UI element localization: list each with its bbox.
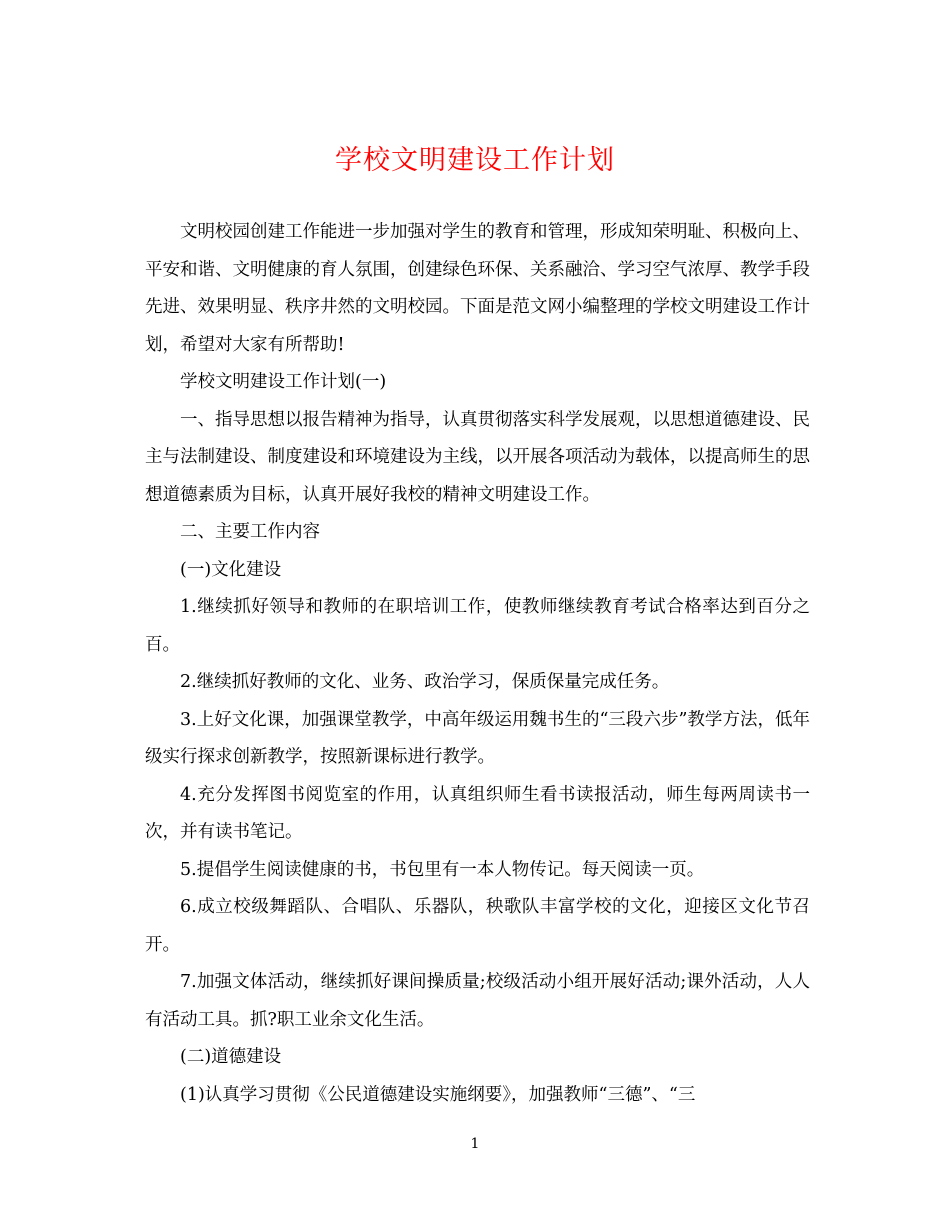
paragraph-intro: 文明校园创建工作能进一步加强对学生的教育和管理，形成知荣明耻、积极向上、平安和谐、文明健康的育人氛围，创建绿色环保、关系融洽、学习空气浓厚、教学手段先进、效果明显、秩序井然的文明校园。下面是范文网小编整理的学校文明建设工作计划，希望对大家有所帮助! — [145, 222, 810, 355]
paragraph-main-content-heading: 二、主要工作内容 — [180, 522, 320, 542]
paragraph-culture-heading: (一)文化建设 — [180, 559, 282, 580]
paragraph-plan-heading: 学校文明建设工作计划(一) — [180, 372, 387, 392]
paragraph-item-5: 5.提倡学生阅读健康的书，书包里有一本人物传记。每天阅读一页。 — [180, 859, 705, 880]
paragraph-morality-item-1: (1)认真学习贯彻《公民道德建设实施纲要》，加强教师“三德”、“三 — [180, 1084, 696, 1105]
paragraph-item-1: 1.继续抓好领导和教师的在职培训工作，使教师继续教育考试合格率达到百分之百。 — [145, 597, 810, 655]
paragraph-item-6: 6.成立校级舞蹈队、合唱队、乐器队，秧歌队丰富学校的文化，迎接区文化节召开。 — [145, 897, 810, 955]
paragraph-item-2: 2.继续抓好教师的文化、业务、政治学习，保质保量完成任务。 — [180, 672, 670, 692]
page-number: 1 — [470, 1136, 480, 1152]
document-title: 学校文明建设工作计划 — [335, 145, 615, 176]
paragraph-item-4: 4.充分发挥图书阅览室的作用，认真组织师生看书读报活动，师生每两周读书一次，并有读书笔记。 — [145, 784, 810, 842]
paragraph-guiding-thought: 一、指导思想以报告精神为指导，认真贯彻落实科学发展观，以思想道德建设、民主与法制建设、制度建设和环境建设为主线，以开展各项活动为载体，以提高师生的思想道德素质为目标，认真开展好我校的精神文明建设工作。 — [145, 409, 810, 505]
paragraph-item-7: 7.加强文体活动，继续抓好课间操质量;校级活动小组开展好活动;课外活动，人人有活动工具。抓?职工业余文化生活。 — [145, 972, 810, 1030]
paragraph-item-3: 3.上好文化课，加强课堂教学，中高年级运用魏书生的“三段六步”教学方法，低年级实行探求创新教学，按照新课标进行教学。 — [145, 709, 810, 767]
paragraph-morality-heading: (二)道德建设 — [180, 1047, 282, 1067]
document-body — [145, 214, 810, 1114]
